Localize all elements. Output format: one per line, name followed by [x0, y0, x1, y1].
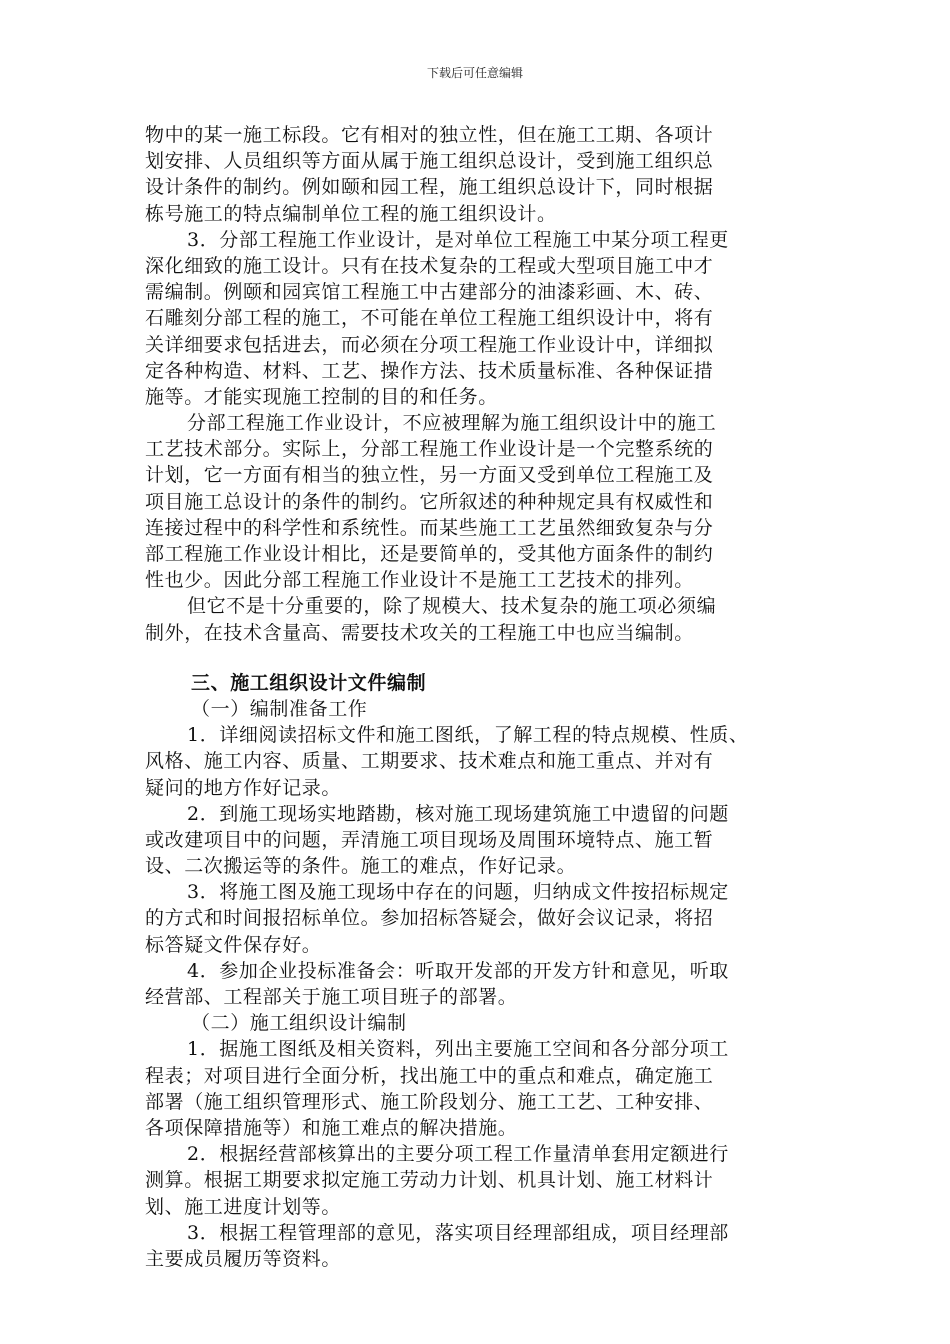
section-heading: 三、施工组织设计文件编制 — [191, 671, 427, 694]
paragraph-start: 2．根据经营部核算出的主要分项工程工作量清单套用定额进行 — [187, 1143, 729, 1166]
text-line: 栋号施工的特点编制单位工程的施工组织设计。 — [145, 202, 557, 225]
text-line: 施等。才能实现施工控制的目的和任务。 — [145, 385, 498, 408]
text-line: 物中的某一施工标段。它有相对的独立性，但在施工工期、各项计 — [145, 124, 714, 146]
paragraph-start: 分部工程施工作业设计，不应被理解为施工组织设计中的施工 — [187, 412, 717, 435]
text-line: 程表；对项目进行全面分析，找出施工中的重点和难点，确定施工 — [145, 1064, 714, 1087]
text-line: 的方式和时间报招标单位。参加招标答疑会，做好会议记录，将招 — [145, 907, 714, 930]
paragraph-start: 但它不是十分重要的，除了规模大、技术复杂的施工项必须编 — [187, 595, 717, 618]
text-line: 测算。根据工期要求拟定施工劳动力计划、机具计划、施工材料计 — [145, 1169, 714, 1192]
text-line: 定各种构造、材料、工艺、操作方法、技术质量标准、各种保证措 — [145, 359, 714, 382]
text-line: 项目施工总设计的条件的制约。它所叙述的种种规定具有权威性和 — [145, 490, 714, 513]
text-line: 各项保障措施等）和施工难点的解决措施。 — [145, 1116, 518, 1139]
text-line: 计划，它一方面有相当的独立性，另一方面又受到单位工程施工及 — [145, 464, 714, 487]
text-line: 部署（施工组织管理形式、施工阶段划分、施工工艺、工种安排、 — [145, 1090, 714, 1113]
paragraph-start: 3．分部工程施工作业设计，是对单位工程施工中某分项工程更 — [187, 228, 729, 251]
text-line: 划安排、人员组织等方面从属于施工组织总设计，受到施工组织总 — [145, 150, 714, 173]
paragraph-start: 4．参加企业投标准备会：听取开发部的开发方针和意见，听取 — [187, 959, 729, 982]
paragraph-start: 1．详细阅读招标文件和施工图纸，了解工程的特点规模、性质、 — [187, 724, 749, 747]
text-line: 需编制。例颐和园宾馆工程施工中古建部分的油漆彩画、木、砖、 — [145, 281, 714, 304]
text-line: 划、施工进度计划等。 — [145, 1195, 342, 1218]
paragraph-start: 3．将施工图及施工现场中存在的问题，归纳成文件按招标规定 — [187, 881, 729, 904]
text-line: 疑问的地方作好记录。 — [145, 776, 342, 799]
text-line: 性也少。因此分部工程施工作业设计不是施工工艺技术的排列。 — [145, 569, 694, 592]
text-line: 经营部、工程部关于施工项目班子的部署。 — [145, 986, 518, 1008]
text-line: 连接过程中的科学性和系统性。而某些施工工艺虽然细致复杂与分 — [145, 516, 714, 539]
text-line: 深化细致的施工设计。只有在技术复杂的工程或大型项目施工中才 — [145, 254, 714, 277]
text-line: 设、二次搬运等的条件。施工的难点，作好记录。 — [145, 855, 577, 878]
document-body — [145, 122, 825, 1272]
text-line: 或改建项目中的问题，弄清施工项目现场及周围环境特点、施工暂 — [145, 828, 714, 851]
subsection-heading: （一）编制准备工作 — [191, 697, 368, 720]
paragraph-start: 2．到施工现场实地踏勘，核对施工现场建筑施工中遗留的问题 — [187, 802, 729, 825]
text-line: 制外，在技术含量高、需要技术攻关的工程施工中也应当编制。 — [145, 621, 694, 644]
text-line: 部工程施工作业设计相比，还是要简单的，受其他方面条件的制约 — [145, 543, 714, 565]
text-line: 主要成员履历等资料。 — [145, 1247, 342, 1270]
text-line: 石雕刻分部工程的施工，不可能在单位工程施工组织设计中，将有 — [145, 307, 714, 330]
paragraph-start: 3．根据工程管理部的意见，落实项目经理部组成，项目经理部 — [187, 1221, 729, 1244]
page-header: 下载后可任意编辑 — [426, 66, 523, 80]
text-line: 设计条件的制约。例如颐和园工程，施工组织总设计下，同时根据 — [145, 176, 714, 199]
paragraph-start: 1．据施工图纸及相关资料，列出主要施工空间和各分部分项工 — [187, 1038, 729, 1061]
subsection-heading: （二）施工组织设计编制 — [191, 1012, 407, 1035]
text-line: 关详细要求包括进去，而必须在分项工程施工作业设计中，详细拟 — [145, 333, 714, 356]
text-line: 标答疑文件保存好。 — [145, 933, 322, 956]
text-line: 工艺技术部分。实际上，分部工程施工作业设计是一个完整系统的 — [145, 438, 714, 461]
text-line: 风格、施工内容、质量、工期要求、技术难点和施工重点、并对有 — [145, 750, 714, 773]
